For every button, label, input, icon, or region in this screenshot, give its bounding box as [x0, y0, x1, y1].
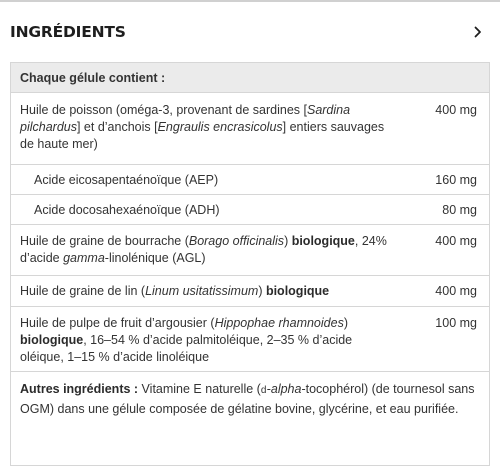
ingredient-name: Huile de pulpe de fruit d’argousier (Hippophae rhamnoides) biologique, 16–54 % d’acide palmitoléique, 2–35 % d’acide oléique, 1–15 % d’acide linoléique: [20, 316, 353, 364]
ingredient-name: Huile de poisson (oméga-3, provenant de sardines [Sardina pilchardus] et d’anchois [Engraulis encrasicolus] entiers sauvages de haute mer): [20, 103, 385, 151]
ingredient-name: Acide docosahexaénoïque (ADH): [34, 203, 220, 217]
ingredient-name: Huile de graine de lin (Linum usitatissimum) biologique: [20, 284, 330, 298]
table-row: [11, 276, 489, 307]
top-divider: [0, 0, 500, 2]
table-header: Chaque gélule contient :: [11, 63, 489, 93]
ingredient-name: Acide eicosapentaénoïque (AEP): [34, 173, 219, 187]
ingredients-table: [10, 62, 490, 466]
table-row: [11, 195, 489, 225]
ingredient-name: Huile de graine de bourrache (Borago officinalis) biologique, 24% d’acide gamma-linolénique (AGL): [20, 234, 387, 265]
other-ingredients-label: Autres ingrédients :: [20, 382, 139, 396]
ingredient-amount: 400 mg: [435, 234, 477, 248]
chevron-right-icon[interactable]: [466, 20, 490, 44]
ingredient-amount: 100 mg: [435, 316, 477, 330]
section-title: INGRÉDIENTS: [10, 23, 126, 41]
ingredients-section-header[interactable]: [10, 8, 490, 56]
table-row: [11, 165, 489, 195]
table-row: [11, 307, 489, 372]
ingredient-amount: 80 mg: [442, 203, 477, 217]
table-row: [11, 225, 489, 276]
table-row: [11, 93, 489, 165]
ingredient-amount: 160 mg: [435, 173, 477, 187]
other-ingredients: Autres ingrédients : Vitamine E naturelle (d-alpha-tocophérol) (de tournesol sans OGM) dans une gélule composée de gélatine bovine, glycérine, et eau purifiée.: [20, 382, 475, 416]
ingredient-amount: 400 mg: [435, 284, 477, 298]
ingredient-amount: 400 mg: [435, 103, 477, 117]
